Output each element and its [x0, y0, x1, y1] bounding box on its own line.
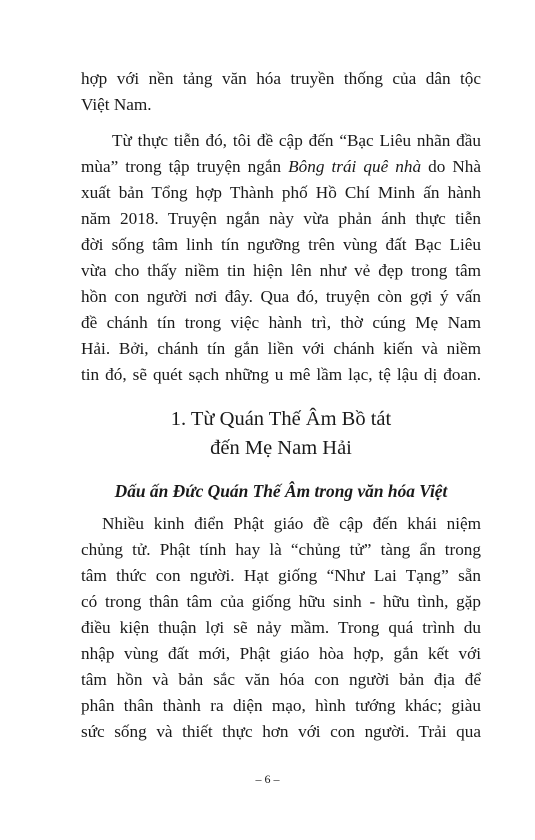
text-line [81, 154, 481, 180]
text-line: sức sống và thiết thực hơn với con người. Trải qua [81, 722, 481, 741]
section-heading-line: đến Mẹ Nam Hải [210, 437, 352, 459]
text-line: Việt Nam. [81, 95, 152, 114]
text-line: tin đó, sẽ quét sạch những u mê lầm lạc, tệ lậu dị đoan. [81, 365, 481, 384]
text-line: phân thân thành ra diện mạo, hình tướng khác; giàu [81, 696, 481, 715]
text-line: xuất bản Tổng hợp Thành phố Hồ Chí Minh ấn hành [81, 183, 481, 202]
text-line: Từ thực tiễn đó, tôi đề cập đến “Bạc Liêu nhãn đầu [112, 131, 481, 150]
paragraph-3 [81, 511, 481, 745]
page-body [81, 66, 481, 745]
text-line: đề chánh tín trong việc hành trì, thờ cúng Mẹ Nam [81, 313, 481, 332]
text-line: tâm thức con người. Hạt giống “Như Lai Tạng” sẵn [81, 566, 481, 585]
text-run: do Nhà [421, 157, 481, 176]
text-line: hợp với nền tảng văn hóa truyền thống của dân tộc [81, 69, 481, 88]
text-line: năm 2018. Truyện ngắn này vừa phản ánh thực tiễn [81, 209, 481, 228]
paragraph-2 [81, 128, 481, 388]
section-heading [81, 405, 481, 463]
text-line: đời sống tâm linh tín ngưỡng trên vùng đất Bạc Liêu [81, 235, 481, 254]
text-run: mùa” trong tập truyện ngắn [81, 157, 289, 176]
text-line: hồn con người nơi đây. Qua đó, truyện còn gợi ý vấn [81, 287, 481, 306]
text-line: Hải. Bởi, chánh tín gắn liền với chánh kiến và niềm [81, 339, 481, 358]
text-line: nhập vùng đất mới, Phật giáo hòa hợp, gắn kết với [81, 644, 481, 663]
text-line: Nhiều kinh điển Phật giáo đề cập đến khái niệm [102, 514, 481, 533]
book-title: Bông trái quê nhà [288, 157, 422, 176]
text-line: vừa cho thấy niềm tin hiện lên như vẻ đẹp trong tâm [81, 261, 481, 280]
text-line: chủng tử. Phật tính hay là “chủng tử” tàng ẩn trong [81, 540, 481, 559]
section-heading-line: 1. Từ Quán Thế Âm Bồ tát [170, 408, 392, 430]
text-line: có trong thân tâm của giống hữu sinh - hữu tình, gặp [81, 592, 481, 611]
text-line: tâm hồn và bản sắc văn hóa con người bản địa để [81, 670, 481, 689]
paragraph-1 [81, 66, 481, 118]
page-number: – 6 – [255, 772, 280, 786]
text-line: điều kiện thuận lợi sẽ nảy mầm. Trong quá trình du [81, 618, 481, 637]
subheading: Dấu ấn Đức Quán Thế Âm trong văn hóa Việt [114, 481, 448, 501]
